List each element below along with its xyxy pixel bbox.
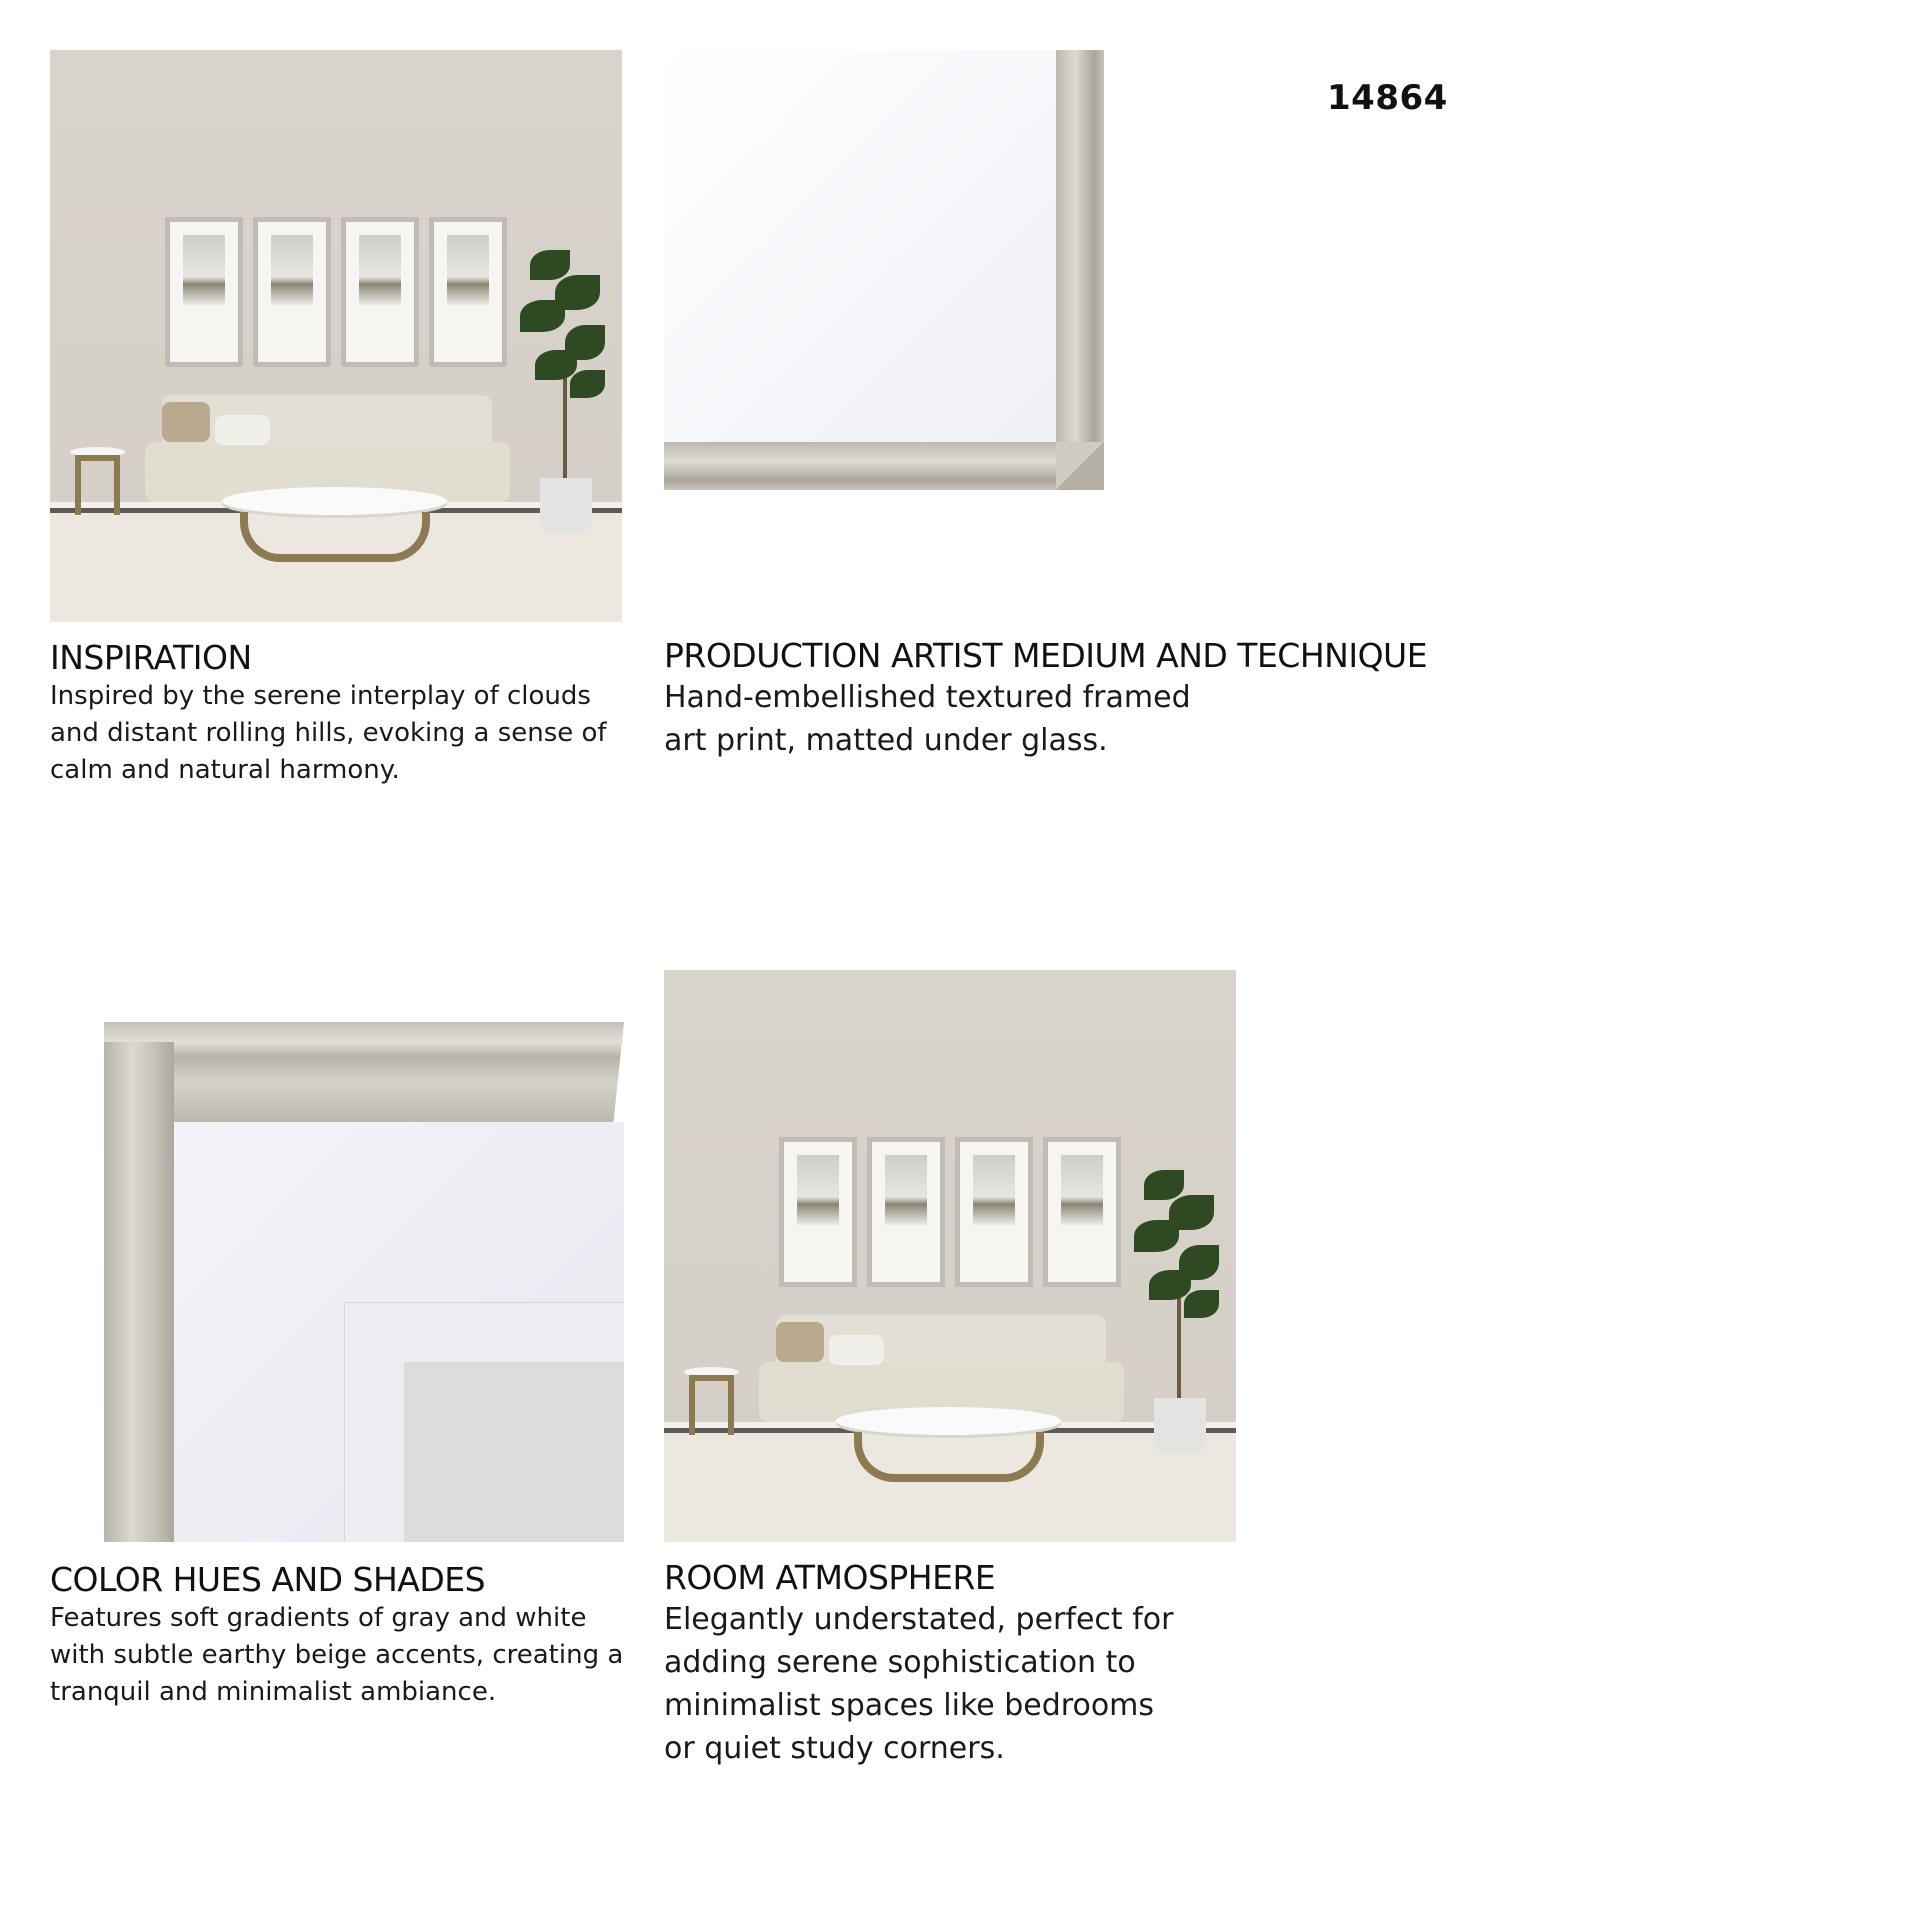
color-body: Features soft gradients of gray and white with subtle earthy beige accents, creating a tranquil and minimalist ambiance.	[50, 1602, 624, 1707]
product-sku: 14864	[1327, 78, 1448, 118]
room-scene-image	[50, 50, 622, 622]
production-section	[664, 636, 1564, 762]
production-title: PRODUCTION ARTIST MEDIUM AND TECHNIQUE	[664, 636, 1428, 675]
room-atmosphere-body: Elegantly understated, perfect for adding serene sophistication to minimalist spaces like bedrooms or quiet study corners.	[664, 1601, 1174, 1766]
frame-corner-image	[664, 50, 1104, 490]
frame-closeup-image	[104, 1022, 624, 1542]
room-scene-image-2	[664, 970, 1236, 1542]
color-section	[50, 1560, 630, 1711]
inspiration-section	[50, 638, 630, 789]
inspiration-body: Inspired by the serene interplay of clouds and distant rolling hills, evoking a sense of calm and natural harmony.	[50, 680, 607, 785]
production-body: Hand-embellished textured framed art print, matted under glass.	[664, 679, 1191, 758]
color-title: COLOR HUES AND SHADES	[50, 1560, 486, 1599]
room-atmosphere-title: ROOM ATMOSPHERE	[664, 1558, 996, 1597]
inspiration-title: INSPIRATION	[50, 638, 252, 677]
room-atmosphere-section	[664, 1558, 1224, 1770]
